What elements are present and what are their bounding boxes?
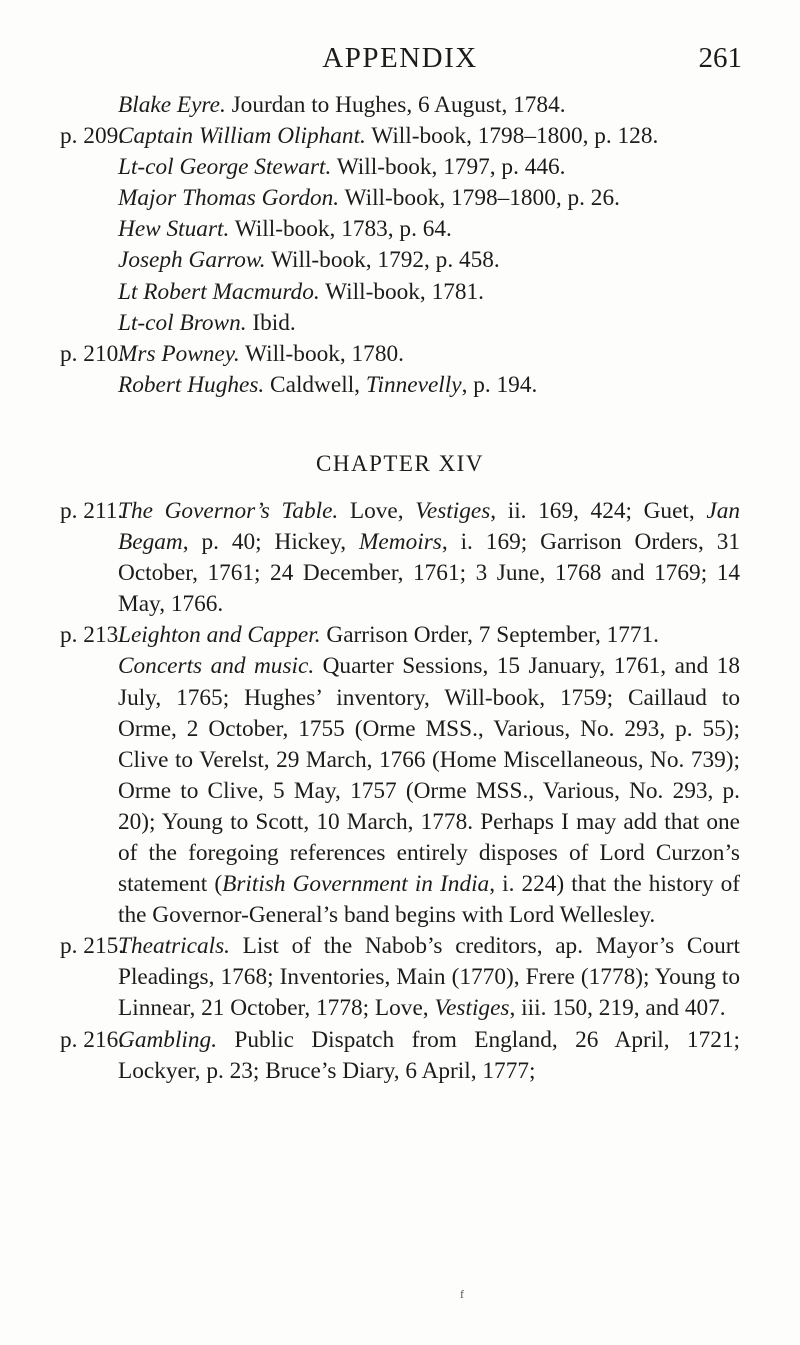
italic-text: Memoirs [359,529,442,556]
page-reference: p. 210. [60,340,125,367]
page-body [0,90,800,1087]
italic-text: Jan Begam [118,497,740,556]
note-text: Will-book, 1798–1800, p. 128. [365,123,659,150]
italic-text: Gambling. [118,1026,218,1053]
note-entry [0,496,800,620]
note-entry [0,370,800,401]
note-text: Ibid. [246,309,296,336]
italic-text: Mrs Powney. [118,340,240,367]
note-entry [0,277,800,308]
note-entry [0,931,800,1024]
note-text: Love, [338,497,416,524]
italic-text: British Government in India [222,871,490,898]
note-text: Will-book, 1780. [239,340,404,367]
note-entry [0,308,800,339]
page-reference: p. 213. [60,622,125,649]
note-entry [0,90,800,121]
italic-text: Lt-col Brown. [118,309,247,336]
note-text: Quarter Sessions, 15 January, 1761, and 18 July, 1765; Hughes’ inventory, Will-book, 1759; Caillaud to Orme, 2 October, 1755 (Orme MSS., Various, No. 293, p. 55); Clive to Verelst, 29 March, 1766 (Home Miscellaneous, No. 739); Orme to Clive, 5 May, 1757 (Orme MSS., Various, No. 293, p. 20); Young to Scott, 10 March, 1778. Perhaps I may add that one of the foregoing references entirely disposes of Lord Curzon’s statement ( [118,653,740,898]
note-text: , p. 194. [461,371,538,398]
note-text: , ii. 169, 424; Guet, [490,497,707,524]
stray-mark: f [460,1287,464,1301]
italic-text: Vestiges [434,995,510,1022]
italic-text: Captain William Oliphant. [118,123,366,150]
notes-section-chapter-xiv [0,496,800,1087]
italic-text: Theatricals. [118,933,230,960]
notes-section-chapter-xiii [0,90,800,401]
italic-text: Joseph Garrow. [118,247,266,274]
note-text: Garrison Order, 7 September, 1771. [320,622,660,649]
note-text: Will-book, 1792, p. 458. [265,247,500,274]
page-reference: p. 216. [60,1026,125,1053]
page-reference: p. 215. [60,933,125,960]
italic-text: Hew Stuart. [118,216,230,243]
note-text: Will-book, 1781. [319,278,484,305]
italic-text: Vestiges [415,497,491,524]
note-entry [0,339,800,370]
running-head: APPENDIX [322,42,478,74]
note-text: , iii. 150, 219, and 407. [509,995,726,1022]
note-text: Will-book, 1797, p. 446. [331,154,566,181]
note-text: List of the Nabob’s creditors, ap. Mayor’s Court Pleadings, 1768; Inventories, Main (1770), Frere (1778); Young to Linnear, 21 October, 1778; Love, [118,933,740,1022]
italic-text: Tinnevelly [365,371,462,398]
italic-text: Leighton and Capper. [118,622,321,649]
italic-text: Blake Eyre. [118,92,226,118]
italic-text: The Governor’s Table. [118,497,339,524]
page-reference: p. 209. [60,123,125,150]
italic-text: Concerts and music. [118,653,315,680]
page-header [0,42,800,82]
note-entry [0,214,800,245]
note-entry [0,183,800,214]
italic-text: Robert Hughes. [118,371,265,398]
italic-text: Major Thomas Gordon. [118,185,340,212]
note-text: , i. 169; Garrison Orders, 31 October, 1761; 24 December, 1761; 3 June, 1768 and 1769; 14 May, 1766. [118,529,740,618]
note-text: Caldwell, [264,371,366,398]
note-entry [0,245,800,276]
note-text: , i. 224) that the history of the Governor-General’s band begins with Lord Wellesley. [118,871,740,929]
note-entry [0,121,800,152]
note-entry [0,1025,800,1087]
italic-text: Lt Robert Macmurdo. [118,278,320,305]
page-reference: p. 211. [60,497,124,524]
chapter-heading: CHAPTER XIV [316,450,484,476]
page-number: 261 [698,42,742,74]
note-text: Public Dispatch from England, 26 April, 1721; Lockyer, p. 23; Bruce’s Diary, 6 April, 1777; [118,1026,740,1084]
note-text: Jourdan to Hughes, 6 August, 1784. [225,92,566,118]
note-text: , p. 40; Hickey, [182,529,360,556]
note-entry [0,651,800,931]
note-entry [0,152,800,183]
note-text: Will-book, 1798–1800, p. 26. [339,185,620,212]
italic-text: Lt-col George Stewart. [118,154,332,181]
note-text: Will-book, 1783, p. 64. [229,216,452,243]
note-entry [0,620,800,651]
